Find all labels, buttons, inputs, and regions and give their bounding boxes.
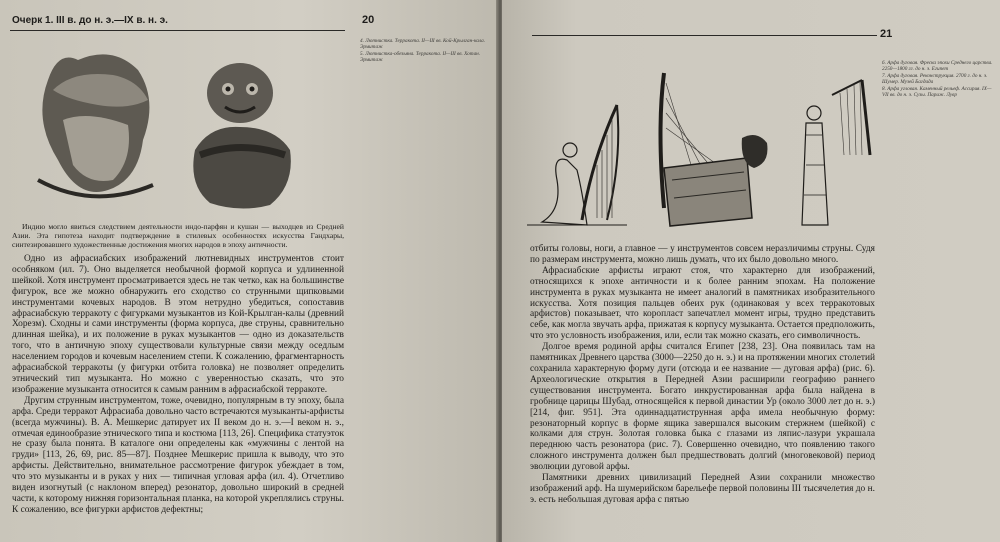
figure-caption-7: 7. Арфа дуговая. Реконструкция. 2700 г. до н. э. Шумер. Музей Багдада xyxy=(882,72,988,86)
figure-caption-4: 4. Лютнистка. Терракота. II—III вв. Кой-Крылган-кала. Эрмитаж xyxy=(360,38,486,51)
terracotta-monkey-lutenist-figure xyxy=(180,55,305,210)
header-rule xyxy=(532,35,877,36)
chapter-header: Очерк 1. III в. до н. э.—IX в. н. э. xyxy=(12,15,168,26)
left-page-number: 20 xyxy=(362,14,375,26)
intro-text: Индию могло явиться следствием деятельности индо-парфян и кушан — выходцев из Средней Азии. Эта гипотеза находит подтверждение в стилевых особенностях искусства Гандхары, синтезировавшего художественные достижения многих народов в эпоху античности. xyxy=(12,222,344,249)
terracotta-lutenist-figure xyxy=(18,40,168,210)
left-page xyxy=(0,0,498,542)
left-body-text xyxy=(12,254,344,542)
paragraph: Одно из афрасиабских изображений лютневидных инструментов стоит особняком (ил. 7). Оно выделяется необычной формой корпуса и удлиненной шейкой. Хотя инструмент просматривается здесь не так четко, как на большинстве фигурок, все же можно обнаружить его сходство со струнными щипковыми инструментами кочевых народов. В этом нетрудно убедиться, сопоставив афрасиабскую терракоту с фигурками музыкантов из Кой-Крылган-калы (древний Хорезм). Сходны и сами инструменты (форма корпуса, две струны, сравнительно длинная шейка), и их положение в руках музыкантов — одно из доказательств того, что в античную эпоху существовали культурные связи между оседлым населением городов и кочевым населением степи. К сожалению, фрагментарность афрасиабской терракоты (у фигурки отбита головка) не позволяет определить этнический тип музыканта. Но можно с уверенностью сказать, что это изображение музыканта относится к самым ранним в афрасиабской терракоте. xyxy=(12,254,344,395)
right-body-text xyxy=(530,244,875,542)
paragraph: Памятники древних цивилизаций Передней Азии сохранили множество изображений арф. На шумерийском барельефе первой половины III тысячелетия до н. э. есть небольшая дуговая арфа с пятью xyxy=(530,473,875,505)
paragraph: Долгое время родиной арфы считался Египет [238, 23]. Она появилась там на памятниках Древнего царства (3000—2250 до н. э.) и на протяжении многих столетий сохранила характерную форму дуги (отсюда и ее название — дуговая арфа) (рис. 6). Археологические открытия в Передней Азии расширили географию раннего существования инструмента. Богато инкрустированная арфа была найдена в гробнице царицы Шубад, относящейся к первой династии Ур (около 3000 лет до н. э.) [214, фиг. 951]. Эта одиннадцатиструнная арфа имела необычную форму: резонаторный корпус в форме ящика завершался высоким стержнем (шейкой) с колками для струн. Золотая головка быка с глазами из ляпис-лазури украшала переднюю часть резонатора (рис. 7). Совершенно очевидно, что появлению такого сложного инструмента должен был предшествовать долгий (многовековой) период эволюции дуговой арфы. xyxy=(530,342,875,473)
right-page xyxy=(502,0,1000,542)
figure-caption-5: 5. Лютнистка-обезьяна. Терракота. II—III вв. Хотан. Эрмитаж xyxy=(360,50,481,64)
figure-caption-6: 6. Арфа дуговая. Фреска эпохи Среднего царства. 2250—1800 гг. до н. э. Египет xyxy=(882,60,993,73)
egyptian-arched-harp-figure xyxy=(522,100,632,230)
paragraph: Афрасиабские арфисты играют стоя, что характерно для изображений, относящихся к эпохе античности и к более ранним эпохам. На положение инструмента в руках музыканта не имеет аналогий в памятниках изобразительного искусства. Хотя позиция пальцев обеих рук (одинаковая у всех терракотовых арфистов) показывает, что коропласт запечатлел момент игры, трудно представить себе, как могла звучать арфа, прижатая к корпусу музыканта. Остается предположить, что это условность изображения, или, если так можно сказать, его символичность. xyxy=(530,265,875,342)
paragraph: Другим струнным инструментом, тоже, очевидно, популярным в ту эпоху, была арфа. Среди терракот Афрасиаба довольно часто встречаются музыканты-арфисты (всегда мужчины). В. А. Мешкерис датирует их II веком до н. э.—I веком н. э., отмечая единообразие этнического типа и костюма [113, 26]. Специфика статуэток не сразу была понята. В каталоге они определены как «мужчины с лентой на груди» [113, 26, 69, рис. 85—87]. Позднее Мешкерис пришла к выводу, что это арфисты. Действительно, внимательное рассмотрение фигурок убеждает в том, что это музыканты и в руках у них — типичная угловая арфа (ил. 4). Отчетливо виден изогнутый (с наклоном вперед) резонатор, довольно широкий в средней части, к которому нижняя горизонтальная планка, на которой укреплялись струны. К сожалению, все фигурки арфистов дефектны; xyxy=(12,395,344,515)
right-page-number: 21 xyxy=(880,28,893,40)
paragraph: отбиты головы, ноги, а главное — у инструментов совсем неразличимы струны. Судя по размерам инструмента, можно лишь думать, что их было довольно много. xyxy=(530,244,875,265)
assyrian-angular-harp-figure xyxy=(792,75,877,235)
figure-caption-8: 8. Арфа угловая. Каменный рельеф. Ассирия. IX—VII вв. до н. э. Сузы. Париж. Лувр xyxy=(882,85,992,99)
sumerian-bull-harp-figure xyxy=(652,68,772,238)
header-rule xyxy=(10,30,345,31)
